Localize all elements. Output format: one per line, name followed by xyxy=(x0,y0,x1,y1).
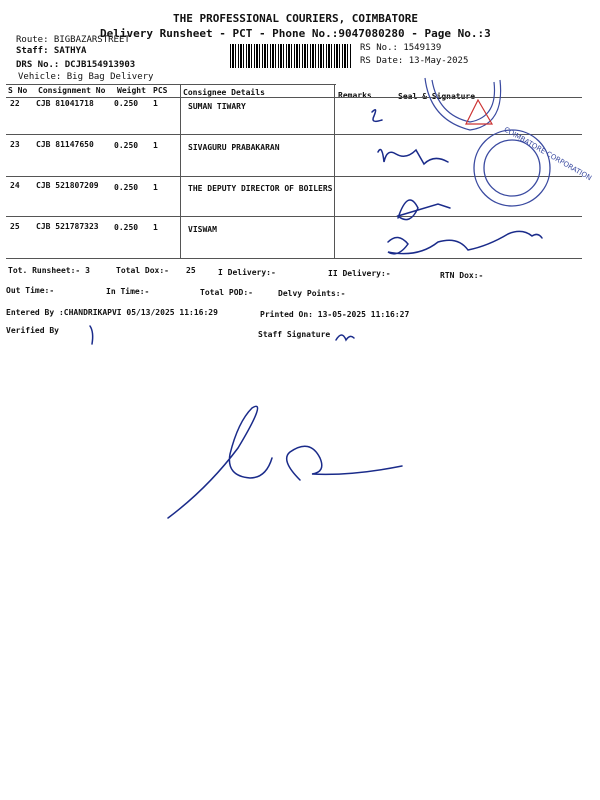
in-time: In Time:- xyxy=(106,287,150,296)
page-scribble xyxy=(287,446,402,480)
seal-stamp-top xyxy=(425,78,501,130)
col-consignee: Consignee Details xyxy=(183,88,265,97)
route-label: Route: BIGBAZARSTREET xyxy=(16,35,130,45)
col-remarks: Remarks xyxy=(338,91,372,100)
verified-by-signature xyxy=(90,326,93,344)
delvy-points: Delvy Points:- xyxy=(278,289,346,298)
printed-on: Printed On: 13-05-2025 11:16:27 xyxy=(260,310,410,319)
row-consignment: CJB 521807209 xyxy=(36,181,99,190)
row-consignment: CJB 81041718 xyxy=(36,99,94,108)
drs-number: DRS No.: DCJB154913903 xyxy=(16,60,136,70)
row-consignee: VISWAM xyxy=(188,225,217,234)
i-delivery: I Delivery:- xyxy=(218,268,276,277)
col-sno: S No xyxy=(8,86,28,95)
row-weight: 0.250 xyxy=(114,141,139,150)
rs-date: RS Date: 13-May-2025 xyxy=(360,56,469,66)
company-title: THE PROFESSIONAL COURIERS, COIMBATORE xyxy=(173,12,419,25)
row-pcs: 1 xyxy=(153,141,158,150)
rs-number: RS No.: 1549139 xyxy=(360,43,442,53)
col-consignment: Consignment No xyxy=(38,86,106,95)
staff-label: Staff: SATHYA xyxy=(16,46,87,56)
signature-row-25 xyxy=(388,231,542,253)
row-weight: 0.250 xyxy=(114,183,139,192)
signature-row-24 xyxy=(398,200,450,220)
corporation-seal-text: COIMBATORE CORPORATION xyxy=(502,125,593,183)
col-seal-signature: Seal & Signature xyxy=(398,92,476,101)
row-pcs: 1 xyxy=(153,223,158,232)
row-consignee: THE DEPUTY DIRECTOR OF BOILERS xyxy=(188,184,333,193)
row-sno: 22 xyxy=(10,99,20,108)
total-runsheet: Tot. Runsheet:- 3 xyxy=(8,266,90,275)
verified-by: Verified By xyxy=(6,326,59,335)
total-dox-label: Total Dox:- xyxy=(116,266,169,275)
row-pcs: 1 xyxy=(153,183,158,192)
total-dox-value: 25 xyxy=(186,266,196,275)
row-weight: 0.250 xyxy=(114,99,139,108)
entered-by: Entered By :CHANDRIKAPVI 05/13/2025 11:16:29 xyxy=(6,308,218,317)
corporation-seal-icon xyxy=(474,130,550,206)
rtn-dox: RTN Dox:- xyxy=(440,271,484,280)
staff-signature xyxy=(336,335,354,340)
row-sno: 25 xyxy=(10,222,20,231)
total-pod: Total POD:- xyxy=(200,288,253,297)
row-consignee: SIVAGURU PRABAKARAN xyxy=(188,143,280,152)
ii-delivery: II Delivery:- xyxy=(328,269,391,278)
row-pcs: 1 xyxy=(153,99,158,108)
col-pcs: PCS xyxy=(153,86,168,95)
vehicle-label: Vehicle: Big Bag Delivery xyxy=(18,72,154,82)
row-consignment: CJB 81147650 xyxy=(36,140,94,149)
staff-signature-label: Staff Signature xyxy=(258,330,331,339)
row-weight: 0.250 xyxy=(114,223,139,232)
signature-row-23 xyxy=(378,150,448,164)
page-scribble xyxy=(168,406,272,518)
row-sno: 24 xyxy=(10,181,20,190)
row-consignment: CJB 521787323 xyxy=(36,222,99,231)
row-sno: 23 xyxy=(10,140,20,149)
col-weight: Weight xyxy=(117,86,146,95)
row-consignee: SUMAN TIWARY xyxy=(188,102,246,111)
runsheet-subtitle: Delivery Runsheet - PCT - Phone No.:9047080280 - Page No.:3 xyxy=(100,27,491,40)
out-time: Out Time:- xyxy=(6,286,55,295)
signature-row-22 xyxy=(372,110,382,122)
